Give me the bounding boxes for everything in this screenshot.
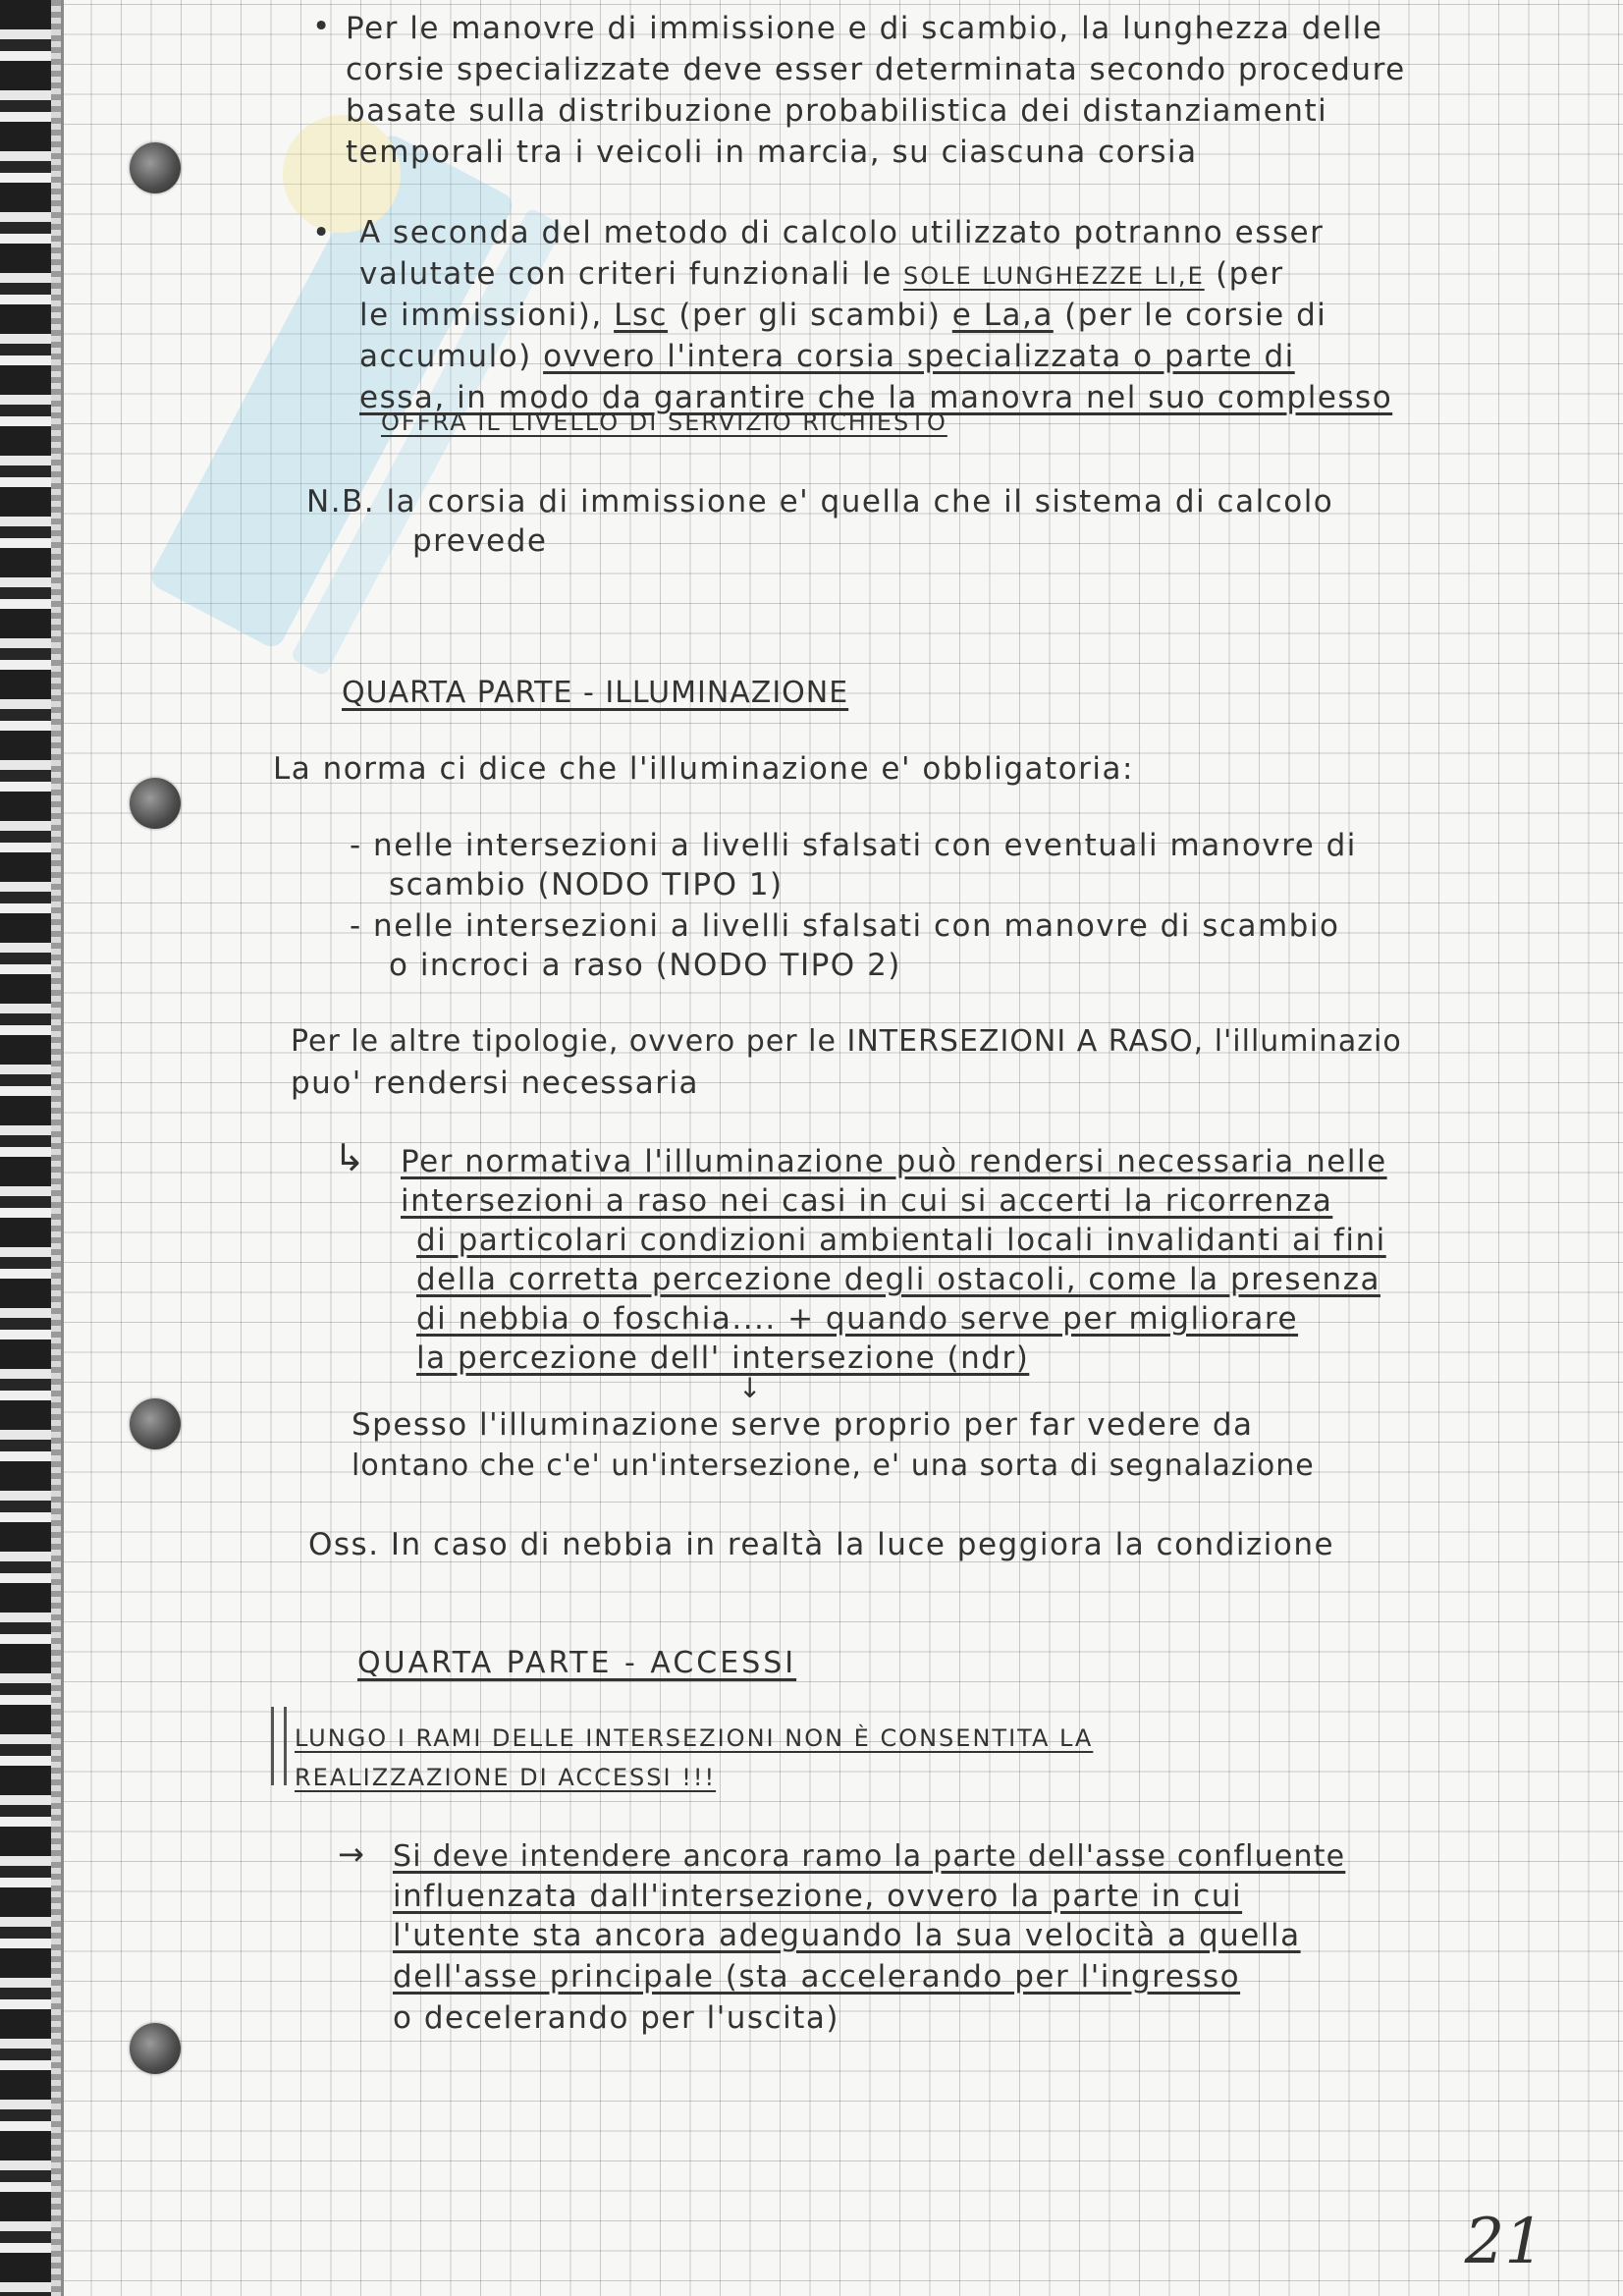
- note-line: o decelerando per l'uscita): [393, 2000, 839, 2036]
- note-line: Per le manovre di immissione e di scambio, la lunghezza delle: [346, 11, 1383, 46]
- section-heading-access: QUARTA PARTE - ACCESSI: [357, 1646, 797, 1680]
- observation-note: Oss. In caso di nebbia in realtà la luce peggiora la condizione: [308, 1527, 1335, 1562]
- rule-line: REALIZZAZIONE DI ACCESSI !!!: [295, 1764, 717, 1791]
- rule-line: LUNGO I RAMI DELLE INTERSEZIONI NON È CONSENTITA LA: [295, 1724, 1094, 1752]
- note-line: la percezione dell' intersezione (ndr): [416, 1340, 1030, 1376]
- punch-hole: [130, 2023, 181, 2074]
- arrow-icon: ↳: [334, 1136, 367, 1179]
- note-line: accumulo) ovvero l'intera corsia specializzata o parte di: [359, 339, 1295, 374]
- note-line: A seconda del metodo di calcolo utilizzato potranno esser: [359, 215, 1325, 250]
- note-line: dell'asse principale (sta accelerando per l'ingresso: [393, 1959, 1241, 1995]
- list-item: - nelle intersezioni a livelli sfalsati con manovre di scambio: [350, 908, 1340, 944]
- note-line: di particolari condizioni ambientali locali invalidanti ai fini: [416, 1223, 1386, 1258]
- note-line: lontano che c'e' un'intersezione, e' una sorta di segnalazione: [352, 1449, 1315, 1483]
- note-line: Per normativa l'illuminazione può rendersi necessaria nelle: [401, 1144, 1387, 1179]
- note-line: influenzata dall'intersezione, ovvero la parte in cui: [393, 1879, 1243, 1914]
- bullet: •: [312, 215, 332, 250]
- spiral-binding: [0, 0, 61, 2296]
- list-item: scambio (NODO TIPO 1): [389, 867, 784, 902]
- note-line: l'utente sta ancora adeguando la sua velocità a quella: [393, 1918, 1301, 1953]
- nb-note: prevede: [412, 523, 548, 559]
- list-item: o incroci a raso (NODO TIPO 2): [389, 948, 901, 983]
- note-line: essa, in modo da garantire che la manovra nel suo complesso: [359, 380, 1393, 415]
- note-line: le immissioni), Lsc (per gli scambi) e La,a (per le corsie di: [359, 298, 1327, 333]
- note-line: della corretta percezione degli ostacoli, come la presenza: [416, 1262, 1380, 1297]
- punch-hole: [130, 1398, 181, 1449]
- note-line: OFFRA IL LIVELLO DI SERVIZIO RICHIESTO: [381, 409, 947, 436]
- note-line: temporali tra i veicoli in marcia, su ciascuna corsia: [346, 135, 1198, 170]
- list-item: - nelle intersezioni a livelli sfalsati con eventuali manovre di: [350, 828, 1357, 863]
- nb-note: N.B. la corsia di immissione e' quella che il sistema di calcolo: [306, 484, 1334, 519]
- note-line: Per le altre tipologie, ovvero per le INTERSEZIONI A RASO, l'illuminazio: [291, 1024, 1402, 1059]
- note-line: corsie specializzate deve esser determinata secondo procedure: [346, 52, 1406, 87]
- note-line: Spesso l'illuminazione serve proprio per far vedere da: [352, 1407, 1254, 1443]
- note-line: puo' rendersi necessaria: [291, 1066, 700, 1101]
- down-arrow-icon: ↓: [738, 1372, 763, 1404]
- arrow-icon: →: [338, 1835, 366, 1873]
- note-line: valutate con criteri funzionali le SOLE LUNGHEZZE LI,E (per: [359, 256, 1284, 292]
- note-line: Si deve intendere ancora ramo la parte dell'asse confluente: [393, 1839, 1346, 1874]
- section-heading-lighting: QUARTA PARTE - ILLUMINAZIONE: [342, 676, 849, 710]
- punch-hole: [130, 778, 181, 829]
- emphasis-bracket: [271, 1707, 287, 1785]
- punch-hole: [130, 142, 181, 193]
- note-line: La norma ci dice che l'illuminazione e' obbligatoria:: [273, 751, 1134, 787]
- margin-line: [61, 0, 64, 2296]
- note-line: di nebbia o foschia.... + quando serve per migliorare: [416, 1301, 1299, 1337]
- note-line: intersezioni a raso nei casi in cui si accerti la ricorrenza: [401, 1183, 1333, 1219]
- bullet: •: [312, 9, 332, 44]
- page-number: 21: [1464, 2206, 1544, 2278]
- note-line: basate sulla distribuzione probabilistica dei distanziamenti: [346, 93, 1328, 129]
